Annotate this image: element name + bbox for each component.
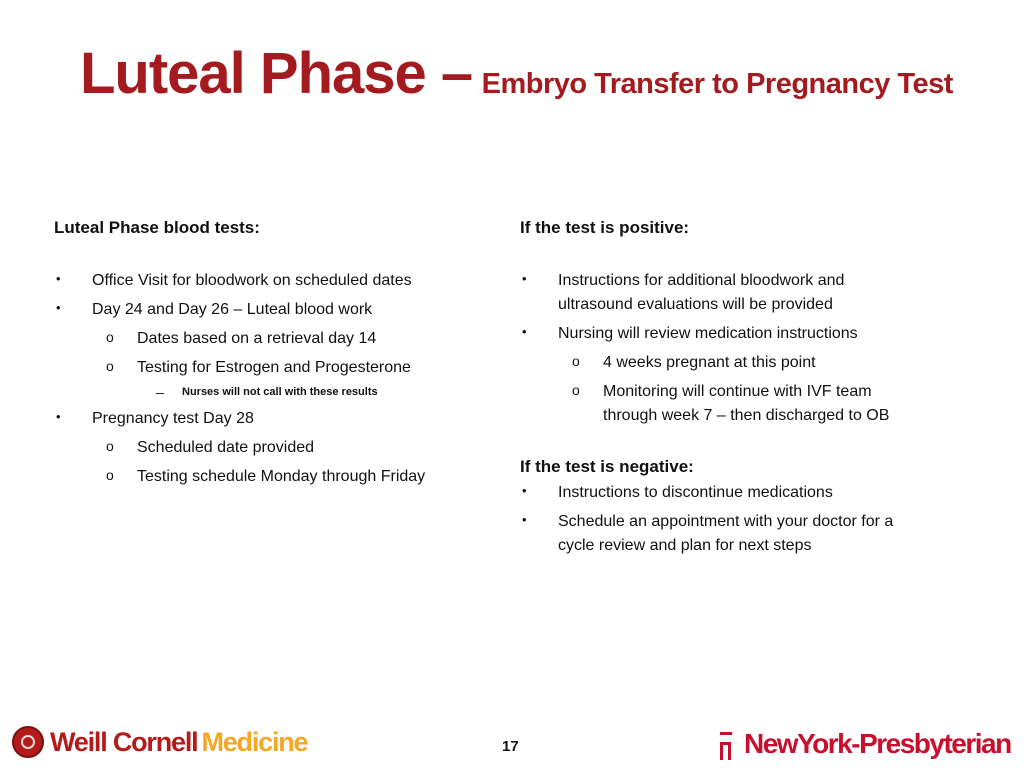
negative-bullet-list bbox=[520, 481, 920, 558]
list-item: • Office Visit for bloodwork on scheduled dates bbox=[54, 269, 484, 293]
wordmark-part2: Medicine bbox=[201, 726, 308, 757]
list-item: o Testing schedule Monday through Friday bbox=[54, 465, 484, 489]
title-main: Luteal Phase – bbox=[80, 41, 473, 106]
nyp-wordmark: NewYork-Presbyterian bbox=[744, 728, 1011, 759]
wordmark-part1: Weill Cornell bbox=[50, 726, 198, 757]
right-column bbox=[520, 215, 920, 563]
list-item: o Scheduled date provided bbox=[54, 436, 484, 460]
cornell-seal-icon bbox=[12, 726, 44, 758]
left-column bbox=[54, 215, 484, 494]
list-item: o Testing for Estrogen and Progesterone bbox=[54, 356, 484, 380]
nyp-logo bbox=[720, 726, 1011, 762]
list-item: • Nursing will review medication instructions bbox=[520, 322, 920, 346]
list-item: o Dates based on a retrieval day 14 bbox=[54, 327, 484, 351]
title-subtitle: Embryo Transfer to Pregnancy Test bbox=[481, 68, 953, 100]
negative-heading: If the test is negative: bbox=[520, 456, 694, 476]
positive-bullet-list bbox=[520, 269, 920, 428]
list-item: – Nurses will not call with these results bbox=[54, 385, 484, 400]
list-item: o 4 weeks pregnant at this point bbox=[520, 351, 920, 375]
left-heading: Luteal Phase blood tests: bbox=[54, 218, 260, 237]
list-item: • Instructions for additional bloodwork and ultrasound evaluations will be provided bbox=[520, 269, 920, 317]
list-item: o Monitoring will continue with IVF team through week 7 – then discharged to OB bbox=[520, 380, 920, 428]
list-item: • Pregnancy test Day 28 bbox=[54, 407, 484, 431]
page-number: 17 bbox=[502, 738, 519, 755]
list-item: • Instructions to discontinue medications bbox=[520, 481, 920, 505]
weill-cornell-wordmark bbox=[50, 727, 307, 758]
list-item: • Schedule an appointment with your doctor for a cycle review and plan for next steps bbox=[520, 510, 920, 558]
weill-cornell-logo bbox=[12, 724, 307, 760]
list-item: • Day 24 and Day 26 – Luteal blood work bbox=[54, 298, 484, 322]
slide-title bbox=[80, 40, 953, 107]
left-bullet-list bbox=[54, 269, 484, 489]
nyp-mark-icon bbox=[720, 728, 738, 760]
positive-heading: If the test is positive: bbox=[520, 218, 690, 237]
